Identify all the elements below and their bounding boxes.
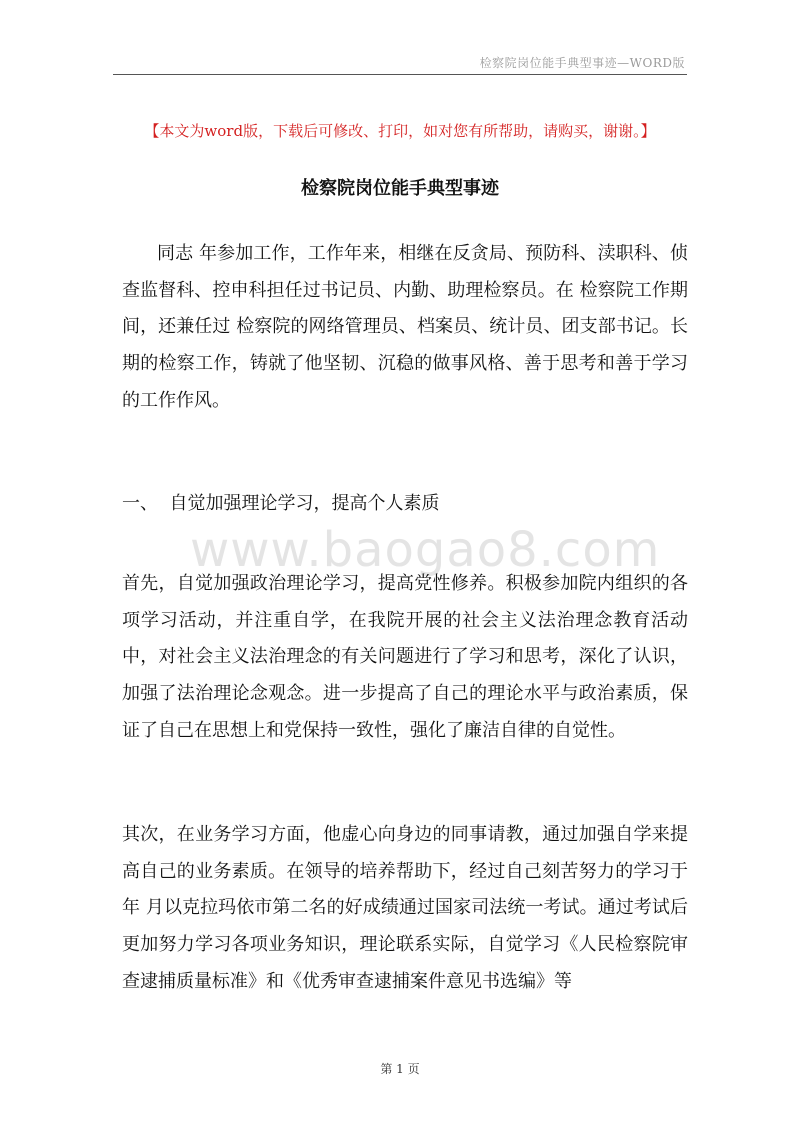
download-notice: 【本文为word版，下载后可修改、打印，如对您有所帮助，请购买，谢谢。】 [144,122,656,140]
watermark: www.baogao8.com [190,522,661,578]
paragraph-intro: 同志 年参加工作，工作年来，相继在反贪局、预防科、渎职科、侦查监督科、控申科担任过书记员、内勤、助理检察员。在 检察院工作期间，还兼任过 检察院的网络管理员、档案员、统计员、团支部书记。长期的检察工作，铸就了他坚韧、沉稳的做事风格、善于思考和善于学习的工作作风。 [122,243,688,411]
header-divider [113,74,687,75]
paragraph-business-study: 其次，在业务学习方面，他虚心向身边的同事请教，通过加强自学来提高自己的业务素质。在领导的培养帮助下，经过自己刻苦努力的学习于 年 月以克拉玛依市第二名的好成绩通过国家司法统一考试。通过考试后更加努力学习各项业务知识，理论联系实际，自觉学习《人民检察院审查逮捕质量标准》和《优秀审查逮捕案件意见书选编》等 [122,824,688,992]
document-title: 检察院岗位能手典型事迹 [301,178,499,199]
page-number: 第 1 页 [380,1062,420,1076]
running-header: 检察院岗位能手典型事迹—WORD版 [479,56,685,70]
section-heading: 一、 自觉加强理论学习，提高个人素质 [122,493,440,514]
paragraph-political-study: 首先，自觉加强政治理论学习，提高党性修养。积极参加院内组织的各项学习活动，并注重自学，在我院开展的社会主义法治理念教育活动中，对社会主义法治理念的有关问题进行了学习和思考，深化了认识，加强了法治理论念观念。进一步提高了自己的理论水平与政治素质，保证了自己在思想上和党保持一致性，强化了廉洁自律的自觉性。 [122,573,688,741]
